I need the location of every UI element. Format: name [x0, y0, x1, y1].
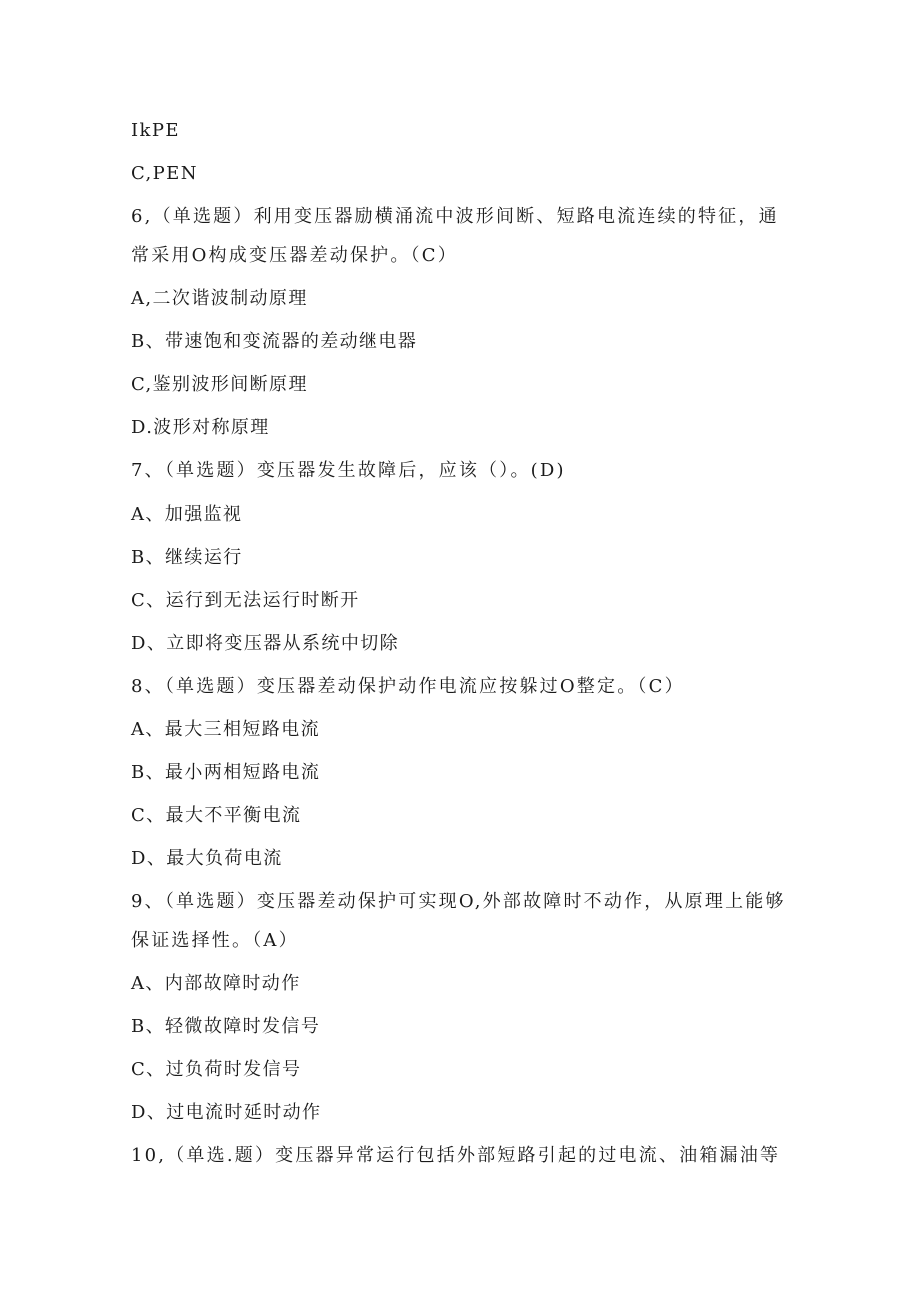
option-line: B、最小两相短路电流 [131, 762, 321, 783]
option-line: A,二次谐波制动原理 [131, 288, 308, 309]
question-6-line-1: 6,（单选题）利用变压器励横涌流中波形间断、短路电流连续的特征，通 [131, 206, 779, 227]
question-8: 8、（单选题）变压器差动保护动作电流应按躲过O整定。（C） [131, 676, 685, 697]
question-6-line-2: 常采用O构成变压器差动保护。（C） [131, 245, 458, 266]
option-line: D、立即将变压器从系统中切除 [131, 633, 400, 654]
option-line: IkPE [131, 120, 180, 141]
question-10-line-1: 10,（单选.题）变压器异常运行包括外部短路引起的过电流、油箱漏油等 [131, 1145, 781, 1166]
option-line: B、轻微故障时发信号 [131, 1016, 321, 1037]
question-7: 7、（单选题）变压器发生故障后，应该（）。(D) [131, 460, 566, 481]
option-line: C、过负荷时发信号 [131, 1059, 302, 1080]
option-line: D.波形对称原理 [131, 417, 270, 438]
question-9-line-2: 保证选择性。（A） [131, 930, 299, 951]
option-line: C、运行到无法运行时断开 [131, 590, 360, 611]
option-line: B、继续运行 [131, 547, 243, 568]
option-line: D、过电流时延时动作 [131, 1102, 322, 1123]
option-line: D、最大负荷电流 [131, 848, 283, 869]
option-line: A、内部故障时动作 [131, 973, 301, 994]
option-line: C,PEN [131, 163, 198, 184]
question-9-line-1: 9、（单选题）变压器差动保护可实现O,外部故障时不动作，从原理上能够 [131, 891, 786, 912]
option-line: B、带速饱和变流器的差动继电器 [131, 331, 418, 352]
option-line: A、加强监视 [131, 504, 243, 525]
option-line: A、最大三相短路电流 [131, 719, 320, 740]
option-line: C、最大不平衡电流 [131, 805, 302, 826]
option-line: C,鉴别波形间断原理 [131, 374, 308, 395]
